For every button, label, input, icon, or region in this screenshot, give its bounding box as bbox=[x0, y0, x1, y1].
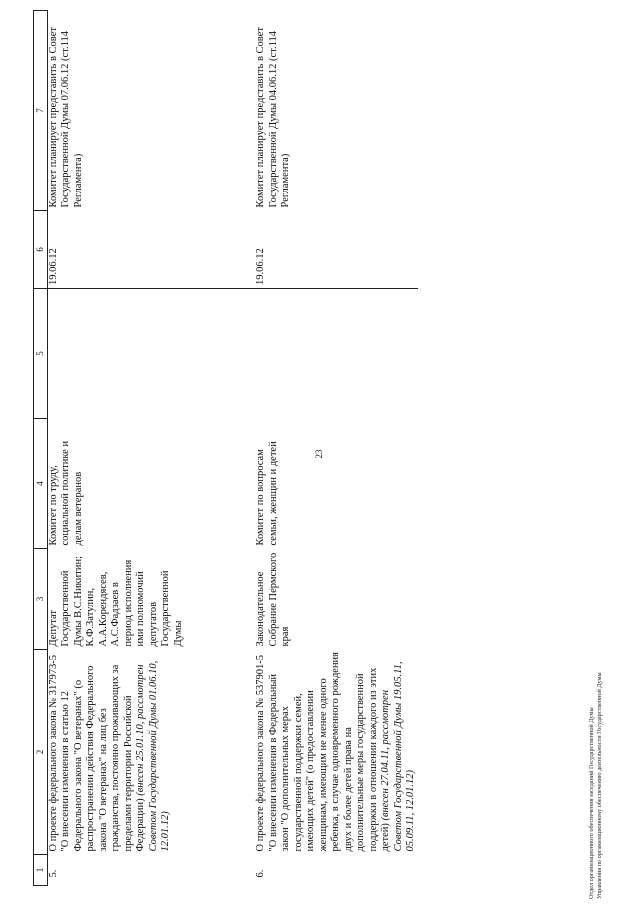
header-row bbox=[34, 11, 48, 886]
bill-note: (внесен 25.01.10, рассмотрен Советом Государственной Думы 01.06.10, 12.01.12) bbox=[135, 660, 171, 852]
page-number: 23 bbox=[314, 449, 324, 459]
table-row bbox=[47, 11, 255, 886]
bill-title: О проекте федерального закона № 317973-5 bbox=[47, 654, 59, 852]
committee-cell: Комитет по вопросам семьи, женщин и детей bbox=[255, 441, 279, 546]
plan-cell: Комитет планирует представить в Совет Государственной Думы 04.06.12 (ст.114 Регламента) bbox=[255, 27, 291, 208]
row-number: 5. bbox=[47, 869, 59, 878]
date-cell: 19.06.12 bbox=[47, 248, 59, 285]
bill-description: "О внесении изменения в статью 12 Федерального закона "О ветеранах" (о распространении действия Федерального закона "О ветеранах" на лиц без гражданства, постоянно проживающих за пределами территории Российской Федерации) bbox=[60, 664, 146, 852]
author-cell: Законодательное Собрание Пермского края bbox=[255, 552, 291, 647]
col-header-1: 1 bbox=[34, 855, 48, 886]
footer-line-2: Управления по организационному обеспечению деятельности Государственной Думы bbox=[596, 672, 603, 899]
column5-cell bbox=[47, 289, 255, 419]
col-header-7: 7 bbox=[34, 11, 48, 211]
footer bbox=[588, 19, 604, 899]
column5-cell bbox=[255, 289, 418, 419]
bill-title: О проекте федерального закона № 537901-5 bbox=[255, 654, 266, 852]
table-row bbox=[255, 11, 418, 886]
bills-table bbox=[33, 10, 418, 886]
plan-cell: Комитет планирует представить в Совет Государственной Думы 07.06.12 (ст.114 Регламента) bbox=[47, 27, 84, 208]
bill-note: (внесен 27.04.11, рассмотрен Советом Государственной Думы 19.05.11, 05.09.11, 12.01.12) bbox=[380, 661, 416, 852]
author-cell: Депутат Государственной Думы В.С.Никитин; К.Ф.Затулин, А.А.Корендясев, А.С.Фадзаев в период исполнения ими полномочий депутатов Государственной Думы bbox=[47, 555, 184, 647]
committee-cell: Комитет по труду, социальной политике и делам ветеранов bbox=[47, 440, 84, 546]
col-header-2: 2 bbox=[34, 650, 48, 855]
col-header-6: 6 bbox=[34, 211, 48, 289]
date-cell: 19.06.12 bbox=[255, 248, 266, 285]
bill-cell bbox=[47, 650, 255, 855]
bill-cell bbox=[255, 650, 418, 855]
bill-description: "О внесении изменения в Федеральный закон "О дополнительных мерах государственной поддержки семей, имеющих детей" (о предоставлении женщинам, имеющим не менее одного ребенка, в случае одновременного рождения двух и более детей права на дополнительные меры государственной поддержки в отношении каждого из этих детей) bbox=[267, 651, 391, 852]
col-header-5: 5 bbox=[34, 289, 48, 419]
row-number: 6. bbox=[255, 869, 266, 878]
footer-line-1: Отдел организационного обеспечения заседаний Государственной Думы bbox=[588, 707, 595, 899]
col-header-4: 4 bbox=[34, 419, 48, 549]
col-header-3: 3 bbox=[34, 549, 48, 650]
